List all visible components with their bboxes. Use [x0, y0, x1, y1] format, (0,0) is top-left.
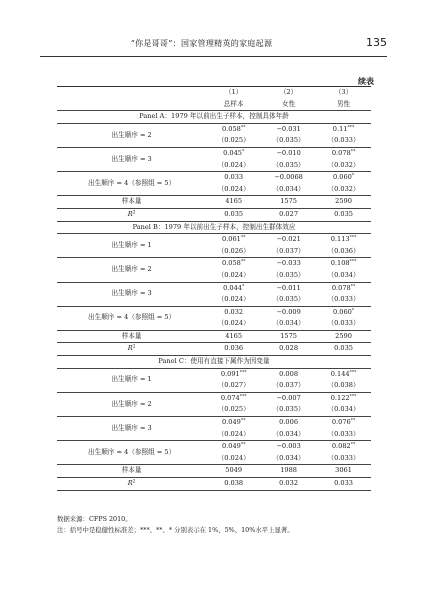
header-rule	[40, 56, 387, 57]
coefficient-cell	[316, 123, 371, 135]
coefficient-value: 0.082	[331, 442, 351, 451]
coefficient-cell	[261, 234, 316, 246]
r-squared-value: 0.036	[224, 344, 244, 353]
coefficient-row	[57, 282, 371, 294]
standard-error-cell: （0.037）	[261, 246, 316, 258]
table-continued-label: 续表	[358, 76, 374, 86]
coefficient-cell	[261, 282, 316, 294]
coefficient-value: −0.010	[276, 148, 301, 157]
significance-stars: **	[350, 284, 356, 289]
coefficient-value: −0.031	[276, 124, 301, 133]
sample-size-row	[57, 330, 371, 343]
row-label: 出生顺序 = 3	[57, 147, 206, 171]
significance-stars: **	[350, 418, 356, 424]
coefficient-cell	[261, 123, 316, 135]
column-number-row	[57, 87, 371, 99]
row-label: 出生顺序 = 1	[57, 234, 206, 258]
coefficient-cell	[206, 306, 261, 318]
sample-size-value: 5049	[206, 465, 261, 478]
r-squared-superscript: 2	[132, 344, 136, 350]
column-name: 总样本	[223, 99, 244, 108]
panel-title-row	[57, 221, 371, 234]
r-squared-label	[57, 478, 206, 491]
coefficient-cell	[316, 282, 371, 294]
significance-stars: ***	[349, 259, 357, 265]
coefficient-value: −0.0068	[274, 173, 303, 182]
r-squared-label	[57, 343, 206, 356]
r-squared-row	[57, 478, 371, 491]
significance-stars: ***	[239, 370, 247, 376]
coefficient-cell	[261, 306, 316, 318]
significance-stars: **	[240, 442, 246, 448]
coefficient-value: 0.078	[331, 283, 351, 292]
coefficient-cell	[316, 417, 371, 429]
coefficient-row	[57, 306, 371, 318]
standard-error-cell: （0.034）	[261, 318, 316, 330]
column-name: 女性	[282, 99, 296, 108]
standard-error-cell: （0.033）	[316, 429, 371, 441]
significance-stars: ***	[239, 394, 247, 400]
standard-error-cell: （0.024）	[206, 318, 261, 330]
r-squared-label	[57, 208, 206, 221]
coefficient-value: 0.006	[279, 418, 299, 427]
r-squared-value: 0.035	[224, 209, 244, 218]
row-label: 出生顺序 = 3	[57, 282, 206, 306]
column-name-row	[57, 99, 371, 111]
coefficient-value: 0.045	[223, 148, 242, 157]
coefficient-value: 0.008	[279, 369, 299, 378]
column-number: （3）	[316, 87, 371, 99]
significance-stars: *	[242, 149, 245, 155]
standard-error-cell: （0.035）	[261, 270, 316, 282]
r-squared-superscript: 2	[132, 210, 136, 216]
stub-header	[57, 87, 206, 99]
standard-error-cell: （0.036）	[316, 246, 371, 258]
coefficient-value: 0.11	[332, 124, 348, 133]
coefficient-cell	[206, 282, 261, 294]
data-source-note: 数据来源：CFPS 2010。	[57, 515, 132, 523]
coefficient-cell	[206, 234, 261, 246]
coefficient-value: −0.009	[276, 307, 301, 316]
row-label: 出生顺序 = 2	[57, 258, 206, 282]
sample-size-value: 4165	[206, 196, 261, 209]
coefficient-value: 0.058	[221, 124, 241, 133]
coefficient-row	[57, 368, 371, 380]
coefficient-value: 0.076	[331, 418, 351, 427]
coefficient-cell	[206, 258, 261, 270]
coefficient-cell	[316, 441, 371, 453]
coefficient-cell	[206, 417, 261, 429]
coefficient-row	[57, 172, 371, 184]
sample-size-row	[57, 465, 371, 478]
significance-stars: ***	[349, 235, 357, 241]
standard-error-cell: （0.034）	[261, 184, 316, 196]
significance-stars: ***	[349, 394, 357, 400]
standard-error-cell: （0.024）	[206, 294, 261, 306]
significance-stars: **	[240, 418, 246, 424]
coefficient-value: 0.061	[221, 235, 241, 244]
sample-size-value: 2590	[316, 330, 371, 343]
r-squared-row	[57, 343, 371, 356]
r-squared-value: 0.035	[334, 209, 353, 218]
standard-error-cell: （0.033）	[316, 294, 371, 306]
coefficient-cell	[206, 392, 261, 404]
coefficient-value: 0.074	[220, 393, 240, 402]
sample-size-value: 4165	[206, 330, 261, 343]
coefficient-row	[57, 417, 371, 429]
coefficient-value: −0.007	[276, 393, 301, 402]
significance-stars: ***	[347, 125, 355, 131]
standard-error-cell: （0.024）	[206, 429, 261, 441]
coefficient-cell	[316, 147, 371, 159]
coefficient-value: −0.003	[276, 442, 301, 451]
coefficient-value: 0.033	[224, 173, 244, 182]
row-label: 出生顺序 = 4（参照组 = 5）	[57, 306, 206, 330]
coefficient-cell	[206, 123, 261, 135]
sample-size-label: 样本量	[57, 465, 206, 478]
coefficient-cell	[206, 441, 261, 453]
column-number: （1）	[206, 87, 261, 99]
r-squared-row	[57, 208, 371, 221]
standard-error-cell: （0.033）	[316, 135, 371, 147]
coefficient-value: −0.011	[276, 283, 301, 292]
coefficient-cell	[261, 368, 316, 380]
significance-stars: **	[240, 235, 246, 241]
coefficient-cell	[261, 441, 316, 453]
standard-error-cell: （0.037）	[261, 380, 316, 392]
coefficient-cell	[316, 392, 371, 404]
standard-error-cell: （0.035）	[261, 404, 316, 416]
r-squared-value: 0.032	[279, 479, 299, 487]
standard-error-cell: （0.024）	[206, 270, 261, 282]
page-number: 135	[366, 36, 387, 49]
coefficient-row	[57, 147, 371, 159]
standard-error-cell: （0.034）	[261, 453, 316, 465]
panel-title-row	[57, 111, 371, 124]
significance-note: 注：括号中是稳健性标准差；***、**、* 分别表示在 1%、5%、10%水平上显著。	[57, 526, 294, 534]
row-label: 出生顺序 = 4（参照组 = 5）	[57, 441, 206, 465]
standard-error-cell: （0.033）	[316, 318, 371, 330]
r-squared-symbol: R	[127, 209, 133, 218]
coefficient-cell	[206, 147, 261, 159]
coefficient-cell	[261, 258, 316, 270]
standard-error-cell: （0.032）	[316, 184, 371, 196]
standard-error-cell: （0.034）	[316, 270, 371, 282]
row-label: 出生顺序 = 1	[57, 368, 206, 392]
significance-stars: **	[350, 149, 356, 155]
panel-title: Panel C：使用有直接下属作为因变量	[57, 356, 371, 369]
standard-error-cell: （0.038）	[316, 380, 371, 392]
coefficient-cell	[261, 147, 316, 159]
standard-error-cell: （0.034）	[261, 429, 316, 441]
coefficient-cell	[206, 172, 261, 184]
coefficient-cell	[316, 306, 371, 318]
running-header-title: “你是哥哥”：国家管理精英的家庭起源	[130, 39, 273, 48]
coefficient-cell	[206, 368, 261, 380]
stub-header	[57, 99, 206, 111]
coefficient-cell	[316, 258, 371, 270]
regression-table	[57, 86, 371, 491]
standard-error-cell: （0.027）	[206, 380, 261, 392]
r-squared-symbol: R	[127, 344, 133, 353]
column-name: 男性	[336, 99, 351, 108]
panel-title: Panel B：1979 年以前出生子样本，控制出生群体效应	[57, 221, 371, 234]
row-label: 出生顺序 = 4（参照组 = 5）	[57, 172, 206, 196]
r-squared-symbol: R	[127, 479, 133, 487]
table-notes	[57, 514, 294, 536]
standard-error-cell: （0.024）	[206, 160, 261, 172]
standard-error-cell: （0.035）	[261, 135, 316, 147]
standard-error-cell: （0.034）	[316, 404, 371, 416]
row-label: 出生顺序 = 3	[57, 417, 206, 441]
sample-size-value: 1575	[261, 330, 316, 343]
coefficient-value: 0.060	[332, 307, 352, 316]
standard-error-cell: （0.026）	[206, 246, 261, 258]
r-squared-value: 0.035	[334, 344, 353, 353]
sample-size-row	[57, 196, 371, 209]
standard-error-cell: （0.032）	[316, 160, 371, 172]
standard-error-cell: （0.025）	[206, 135, 261, 147]
coefficient-cell	[261, 172, 316, 184]
coefficient-cell	[261, 417, 316, 429]
coefficient-row	[57, 123, 371, 135]
coefficient-value: 0.108	[330, 259, 350, 268]
standard-error-cell: （0.024）	[206, 184, 261, 196]
significance-stars: **	[240, 125, 246, 131]
coefficient-row	[57, 392, 371, 404]
coefficient-cell	[261, 392, 316, 404]
coefficient-cell	[316, 172, 371, 184]
coefficient-value: 0.058	[221, 259, 241, 268]
significance-stars: ***	[349, 370, 357, 376]
sample-size-value: 1988	[261, 465, 316, 478]
sample-size-value: 1575	[261, 196, 316, 209]
coefficient-cell	[316, 234, 371, 246]
standard-error-cell: （0.025）	[206, 404, 261, 416]
coefficient-value: 0.078	[331, 148, 351, 157]
column-number: （2）	[261, 87, 316, 99]
coefficient-value: 0.044	[223, 283, 242, 292]
standard-error-cell: （0.033）	[316, 453, 371, 465]
standard-error-cell: （0.035）	[261, 160, 316, 172]
coefficient-value: 0.144	[330, 369, 350, 378]
panel-title: Panel A：1979 年以前出生子样本，控制具体年龄	[57, 111, 371, 124]
row-label: 出生顺序 = 2	[57, 392, 206, 416]
coefficient-value: 0.113	[330, 235, 350, 244]
coefficient-value: 0.091	[220, 369, 240, 378]
coefficient-cell	[316, 368, 371, 380]
r-squared-superscript: 2	[132, 479, 136, 485]
coefficient-value: 0.049	[221, 418, 241, 427]
standard-error-cell: （0.024）	[206, 453, 261, 465]
running-header	[40, 36, 387, 54]
sample-size-label: 样本量	[57, 196, 206, 209]
row-label: 出生顺序 = 2	[57, 123, 206, 147]
coefficient-value: 0.060	[332, 173, 352, 182]
significance-stars: **	[240, 259, 246, 265]
coefficient-value: 0.049	[221, 442, 241, 451]
panel-title-row	[57, 356, 371, 369]
r-squared-value: 0.033	[334, 479, 353, 487]
coefficient-value: 0.122	[330, 393, 350, 402]
coefficient-row	[57, 258, 371, 270]
significance-stars: **	[350, 442, 356, 448]
coefficient-value: −0.033	[276, 259, 301, 268]
significance-stars: *	[351, 173, 355, 179]
sample-size-value: 3061	[316, 465, 371, 478]
sample-size-label: 样本量	[57, 330, 206, 343]
coefficient-row	[57, 441, 371, 453]
standard-error-cell: （0.035）	[261, 294, 316, 306]
r-squared-value: 0.027	[279, 209, 299, 218]
sample-size-value: 2590	[316, 196, 371, 209]
significance-stars: *	[242, 284, 245, 289]
coefficient-row	[57, 234, 371, 246]
r-squared-value: 0.038	[224, 479, 244, 487]
coefficient-value: 0.032	[224, 307, 244, 316]
coefficient-value: −0.021	[276, 235, 301, 244]
r-squared-value: 0.028	[279, 344, 299, 353]
significance-stars: *	[351, 308, 355, 314]
